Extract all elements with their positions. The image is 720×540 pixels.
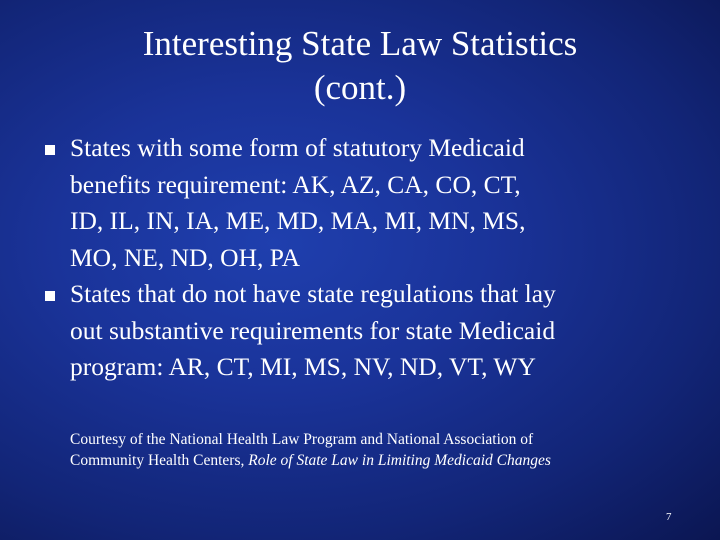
page-number: 7 — [666, 511, 672, 523]
bullet-item-statutory-requirement — [40, 130, 680, 276]
slide-title — [60, 22, 660, 110]
square-bullet-icon — [45, 145, 55, 155]
bullet-line: out substantive requirements for state Medicaid — [70, 315, 556, 345]
report-title: Role of State Law in Limiting Medicaid Changes — [248, 452, 551, 469]
bullet-line: program: AR, CT, MI, MS, NV, ND, VT, WY — [70, 352, 536, 381]
bullet-item-no-regulations — [40, 276, 680, 386]
bullet-text — [70, 130, 680, 276]
bullet-line: benefits requirement: AK, AZ, CA, CO, CT, — [70, 169, 521, 199]
bullet-line: States that do not have state regulations that lay — [70, 279, 556, 308]
bullet-line: States with some form of statutory Medicaid — [70, 133, 525, 162]
title-line-1: Interesting State Law Statistics — [142, 24, 578, 63]
bullet-line: MO, NE, ND, OH, PA — [70, 242, 300, 272]
bullet-list — [40, 130, 680, 386]
credit-line-2-prefix: Community Health Centers, — [70, 452, 249, 469]
square-bullet-icon — [45, 291, 55, 301]
credit-line-2 — [70, 450, 690, 471]
credit-line-1: Courtesy of the National Health Law Program and National Association of — [70, 431, 534, 448]
bullet-line: ID, IL, IN, IA, ME, MD, MA, MI, MN, MS, — [70, 206, 526, 235]
source-credit — [70, 429, 690, 471]
title-line-2: (cont.) — [313, 68, 407, 107]
bullet-text — [70, 276, 680, 386]
